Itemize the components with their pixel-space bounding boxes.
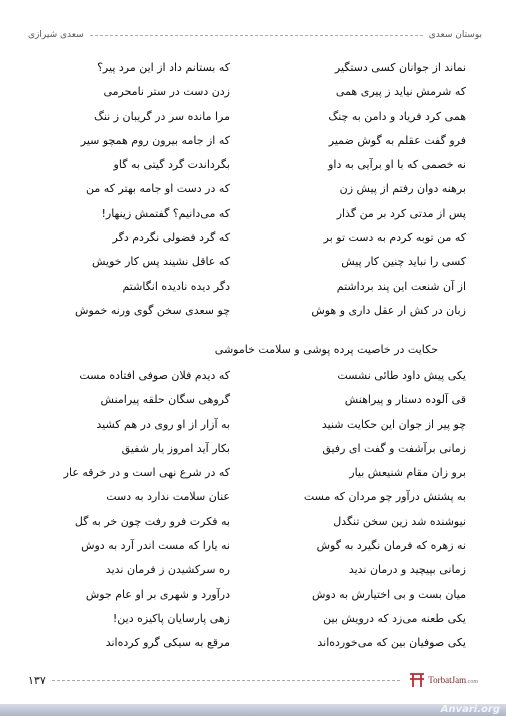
- hemistich-first: پس از مدتی کرد بر من گذار: [336, 206, 466, 220]
- hemistich-second: که از جامه بیرون روم همچو سیر: [80, 133, 230, 147]
- verse-row: [40, 129, 466, 153]
- verse-row: [40, 250, 466, 274]
- hemistich-first: از آن شنعت این پند برداشتم: [336, 279, 466, 293]
- hemistich-second: مرا مانده سر در گریبان ز ننگ: [94, 109, 230, 123]
- hemistich-first: نماند از جوانان کسی دستگیر: [334, 61, 466, 74]
- verse-row: [40, 299, 466, 323]
- verse-row: [40, 105, 466, 129]
- hemistich-second: بگرداندت گرد گیتی به گاو: [113, 158, 230, 172]
- hemistich-first: چو پیر از جوان این حکایت شنید: [321, 417, 466, 431]
- hemistich-second: که دیدم فلان صوفی افتاده مست: [79, 369, 230, 382]
- hemistich-first: همی کرد فریاد و دامن به چنگ: [328, 109, 466, 123]
- book-title: بوستان سعدی: [428, 30, 482, 40]
- verse-row: [40, 80, 466, 104]
- hemistich-first: فرو گفت عقلم به گوش ضمیر: [328, 133, 466, 147]
- hemistich-first: که شرمش نیاید ز پیری همی: [335, 85, 466, 99]
- watermark-text: Anvari.org: [440, 704, 500, 715]
- verse-row: [40, 437, 466, 461]
- verse-row: [40, 177, 466, 201]
- hemistich-first: برو زان مقام شنیعش بیار: [349, 466, 466, 480]
- hemistich-second: که بستانم داد از این مرد پیر؟: [97, 61, 230, 74]
- logo-text: TorbatJam.com: [428, 675, 478, 685]
- hemistich-first: زمانی برآشفت و گفت ای رفیق: [322, 441, 466, 455]
- verse-row: [40, 56, 466, 80]
- verse-row: [40, 202, 466, 226]
- hemistich-first: یکی صوفیان بین که می‌خورده‌اند: [317, 636, 466, 650]
- hemistich-second: بکار آید امروز یار شفیق: [121, 441, 230, 455]
- verse-row: [40, 510, 466, 534]
- poem-stanza-1: [40, 56, 466, 323]
- verse-row: [40, 485, 466, 509]
- hemistich-second: که در شرع نهی است و در خرقه عار: [63, 466, 230, 480]
- verse-row: [40, 226, 466, 250]
- footer-divider: [52, 680, 401, 681]
- hemistich-first: نه خصمی که با او برآیی به داو: [328, 158, 466, 172]
- hemistich-first: یکی پیش داود طائی نشست: [337, 369, 466, 382]
- hemistich-first: نیوشنده شد زین سخن تنگدل: [333, 514, 466, 528]
- hemistich-first: میان بست و بی اختیارش به دوش: [311, 587, 466, 601]
- header-divider: [90, 35, 423, 36]
- page-header: [28, 28, 482, 42]
- hemistich-first: زبان در کش ار عقل داری و هوش: [311, 303, 466, 317]
- verse-row: [40, 413, 466, 437]
- verse-row: [40, 534, 466, 558]
- verse-row: [40, 583, 466, 607]
- hemistich-second: عنان سلامت ندارد به دست: [106, 490, 230, 504]
- poem-stanza-2: [40, 364, 466, 656]
- watermark-bar: [0, 704, 506, 716]
- hemistich-second: نه یارا که مست اندر آرد به دوش: [81, 539, 230, 553]
- page-footer: [28, 672, 478, 688]
- hemistich-first: قی آلوده دستار و پیراهنش: [344, 393, 466, 407]
- torbatjam-logo-icon: [408, 671, 426, 689]
- hemistich-second: ره سرکشیدن ز فرمان ندید: [105, 563, 230, 577]
- hemistich-second: زهی پارسایان پاکیزه دین!: [112, 611, 230, 625]
- hemistich-first: یکی طعنه می‌زد که درویش بین: [323, 611, 466, 625]
- hemistich-second: به فکرت فرو رفت چون خر به گل: [74, 514, 230, 528]
- hemistich-second: به آزار از او روی در هم کشید: [96, 417, 230, 431]
- hemistich-second: چو سعدی سخن گوی ورنه خموش: [75, 303, 230, 317]
- author-name: سعدی شیرازی: [28, 30, 84, 40]
- verse-row: [40, 558, 466, 582]
- hemistich-first: که من توبه کردم به دست تو بر: [323, 231, 466, 245]
- verse-row: [40, 607, 466, 631]
- hemistich-first: برهنه دوان رفتم از پیش زن: [339, 182, 466, 196]
- verse-row: [40, 153, 466, 177]
- hemistich-second: مرقع به سیکی گرو کرده‌اند: [105, 636, 230, 650]
- hemistich-second: دگر دیده نادیده انگاشتم: [122, 279, 230, 293]
- torbatjam-logo: [408, 671, 478, 689]
- hemistich-second: که عاقل نشیند پس کار خویش: [92, 255, 230, 269]
- section-title: حکایت در خاصیت پرده پوشی و سلامت خاموشی: [214, 343, 438, 356]
- hemistich-second: که در دست او جامه بهتر که من: [86, 182, 230, 196]
- verse-row: [40, 388, 466, 412]
- hemistich-second: گروهی سگان حلقه پیرامنش: [100, 393, 230, 407]
- verse-row: [40, 275, 466, 299]
- hemistich-second: درآورد و شهری بر او عام جوش: [85, 587, 230, 601]
- verse-row: [40, 461, 466, 485]
- page-number: ۱۳۷: [28, 673, 46, 687]
- hemistich-second: که می‌دانیم؟ گفتمش زینهار!: [101, 206, 230, 220]
- hemistich-first: کسی را نباید چنین کار پیش: [341, 255, 466, 269]
- hemistich-first: زمانی بپیچید و درمان ندید: [348, 563, 466, 577]
- hemistich-second: که گرد فضولی نگردم دگر: [112, 231, 230, 245]
- hemistich-first: نه زهره که فرمان نگیرد به گوش: [316, 539, 466, 553]
- hemistich-second: زدن دست در ستر نامحرمی: [103, 85, 230, 99]
- hemistich-first: به پشتش درآور چو مردان که مست: [303, 490, 466, 504]
- verse-row: [40, 364, 466, 388]
- verse-row: [40, 631, 466, 655]
